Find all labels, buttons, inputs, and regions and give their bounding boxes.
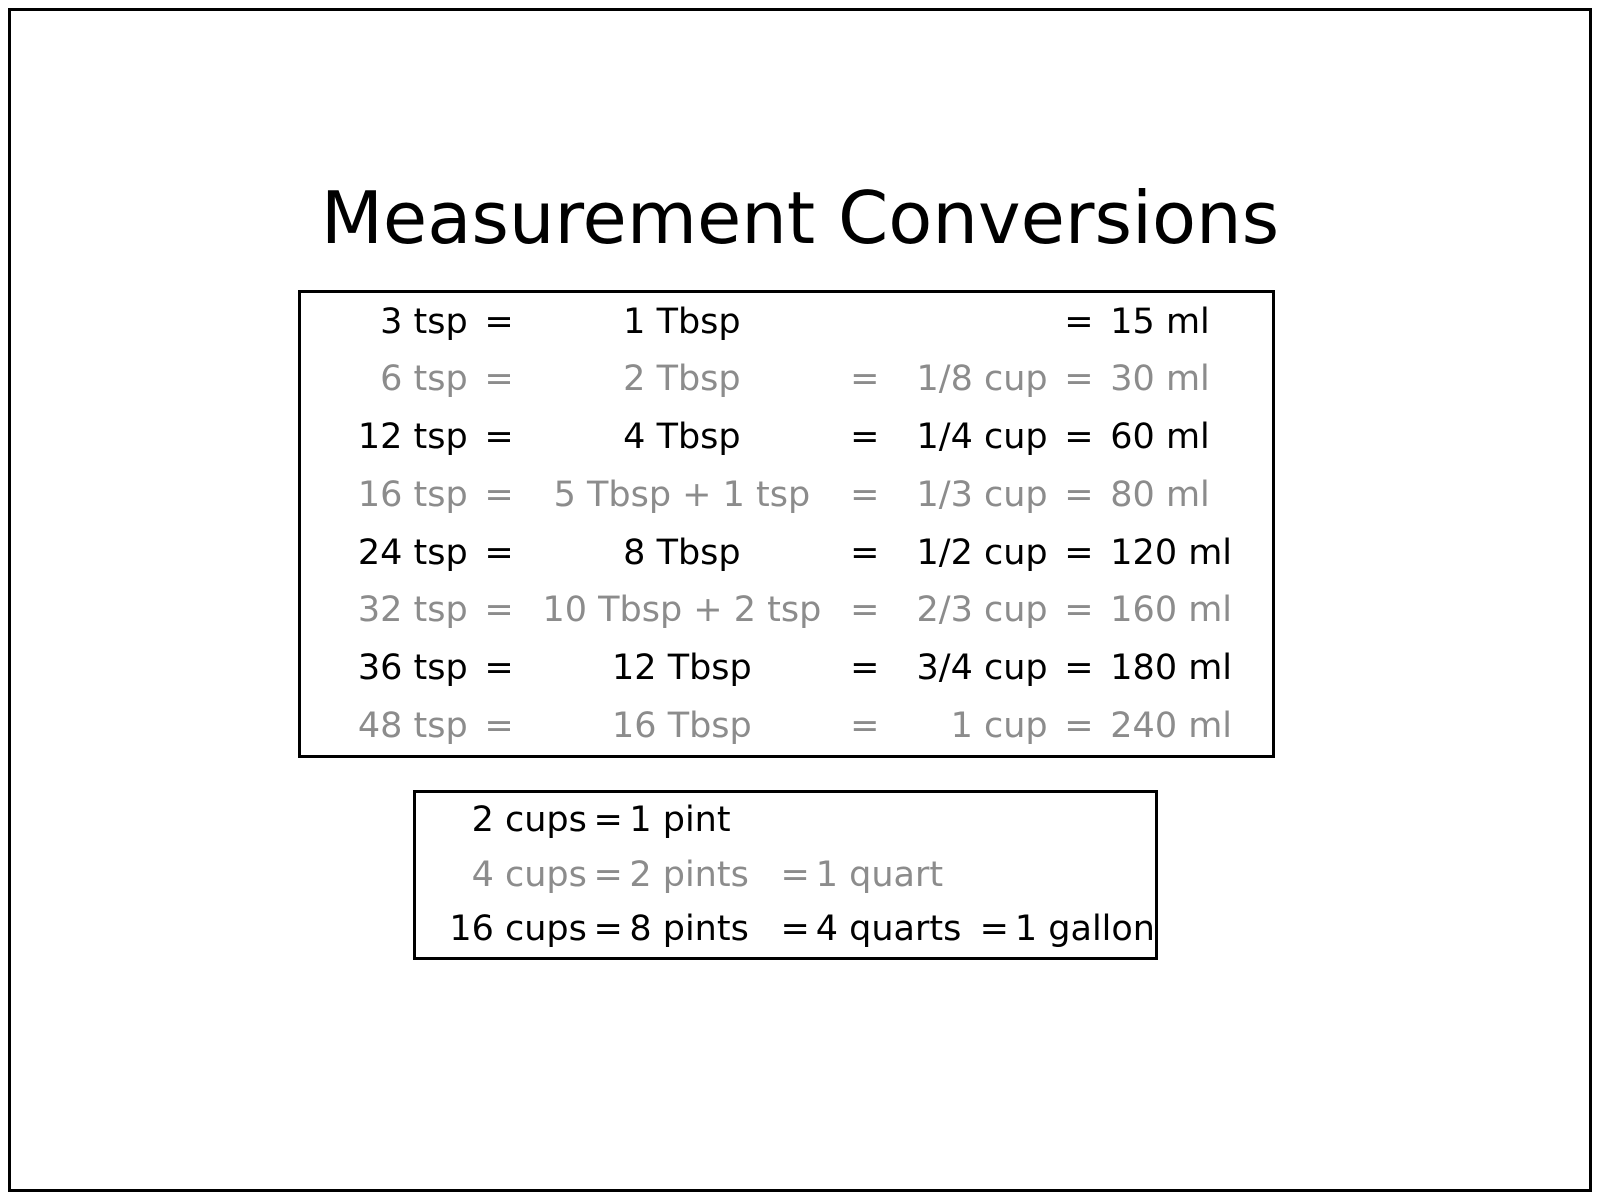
cell-cup: 1/8 cup [916, 359, 1048, 400]
cell-eq1: = [484, 705, 514, 746]
table-row [416, 793, 1155, 848]
table-row [301, 582, 1272, 640]
cell-tsp: 12 tsp [357, 417, 468, 457]
cell-eq1: = [484, 301, 514, 342]
cell-eq3 [974, 793, 1015, 848]
cell-cup: 1 cup [950, 705, 1048, 746]
table-row [301, 524, 1272, 582]
volume-table [416, 793, 1155, 957]
cell-tsp: 32 tsp [357, 590, 468, 631]
table-row [301, 351, 1272, 409]
cell-ml: 60 ml [1110, 417, 1210, 457]
volume-table-body [416, 793, 1155, 957]
cell-gallons [1015, 848, 1155, 903]
conversion-table [301, 293, 1272, 755]
cell-eq3: = [1064, 532, 1094, 573]
cell-eq1: = [484, 532, 514, 573]
cell-eq1: = [593, 854, 623, 895]
table-row [416, 902, 1155, 957]
cell-tbsp: 2 Tbsp [623, 359, 741, 400]
cell-cup: 2/3 cup [916, 590, 1048, 631]
cell-ml: 80 ml [1110, 474, 1210, 515]
cell-pints: 1 pint [629, 799, 731, 840]
cell-cup: 1/4 cup [916, 417, 1048, 457]
cell-eq3: = [1064, 705, 1094, 746]
cell-tbsp: 12 Tbsp [612, 648, 752, 688]
cell-eq3: = [1064, 474, 1094, 515]
cell-eq3: = [1064, 301, 1094, 342]
cell-ml: 240 ml [1110, 705, 1233, 746]
table-row [301, 293, 1272, 351]
table-row [301, 640, 1272, 698]
cell-tbsp: 4 Tbsp [623, 417, 741, 457]
table-row [301, 409, 1272, 467]
cell-gallons [1015, 793, 1155, 848]
cell-cups: 4 cups [471, 854, 587, 895]
cell-eq2 [833, 293, 896, 351]
cell-eq2: = [780, 909, 810, 950]
cell-eq3: = [1064, 590, 1094, 631]
cell-cups: 16 cups [449, 909, 587, 950]
cell-eq1: = [593, 909, 623, 950]
cell-tbsp: 8 Tbsp [623, 532, 741, 573]
cell-eq2: = [850, 705, 880, 746]
cell-cups: 2 cups [471, 799, 587, 840]
cell-ml: 15 ml [1110, 301, 1210, 342]
cell-cup: 1/3 cup [916, 474, 1048, 515]
table-row [416, 848, 1155, 903]
cell-eq2: = [850, 359, 880, 400]
cell-eq1: = [484, 590, 514, 631]
cell-tsp: 3 tsp [380, 301, 468, 342]
cell-eq2: = [850, 532, 880, 573]
cell-eq3: = [1064, 648, 1094, 688]
cell-tsp: 6 tsp [380, 359, 468, 400]
cell-eq1: = [484, 417, 514, 457]
cell-ml: 120 ml [1110, 532, 1233, 573]
cell-ml: 160 ml [1110, 590, 1233, 631]
cell-quarts [816, 793, 974, 848]
cell-eq2: = [850, 474, 880, 515]
cell-eq2: = [850, 648, 880, 688]
cell-gallons: 1 gallon [1014, 909, 1155, 950]
cell-eq3: = [1064, 359, 1094, 400]
cell-tsp: 16 tsp [357, 474, 468, 515]
cell-tsp: 36 tsp [357, 648, 468, 688]
cell-tbsp: 5 Tbsp + 1 tsp [553, 474, 811, 515]
cell-eq1: = [484, 359, 514, 400]
cell-tbsp: 16 Tbsp [612, 705, 752, 746]
conversion-table-box [298, 290, 1275, 758]
cell-cup: 1/2 cup [916, 532, 1048, 573]
cell-cup: 3/4 cup [916, 648, 1048, 688]
conversion-table-body [301, 293, 1272, 755]
cell-eq1: = [484, 648, 514, 688]
table-row [301, 697, 1272, 755]
page-title: Measurement Conversions [320, 176, 1280, 260]
cell-eq1: = [484, 474, 514, 515]
cell-quarts: 1 quart [815, 854, 944, 895]
cell-pints: 2 pints [629, 854, 749, 895]
table-row [301, 466, 1272, 524]
cell-ml: 180 ml [1110, 648, 1233, 688]
cell-eq2: = [850, 417, 880, 457]
cell-eq2: = [850, 590, 880, 631]
cell-eq3 [974, 848, 1015, 903]
cell-pints: 8 pints [629, 909, 749, 950]
cell-eq3: = [979, 909, 1009, 950]
cell-quarts: 4 quarts [815, 909, 962, 950]
cell-eq2 [775, 793, 816, 848]
cell-tbsp: 1 Tbsp [623, 301, 741, 342]
cell-eq2: = [780, 854, 810, 895]
cell-eq3: = [1064, 417, 1094, 457]
cell-ml: 30 ml [1110, 359, 1210, 400]
cell-tsp: 24 tsp [357, 532, 468, 573]
cell-tbsp: 10 Tbsp + 2 tsp [542, 590, 822, 631]
cell-tsp: 48 tsp [357, 705, 468, 746]
cell-cup [896, 293, 1048, 351]
volume-table-box [413, 790, 1158, 960]
cell-eq1: = [593, 799, 623, 840]
